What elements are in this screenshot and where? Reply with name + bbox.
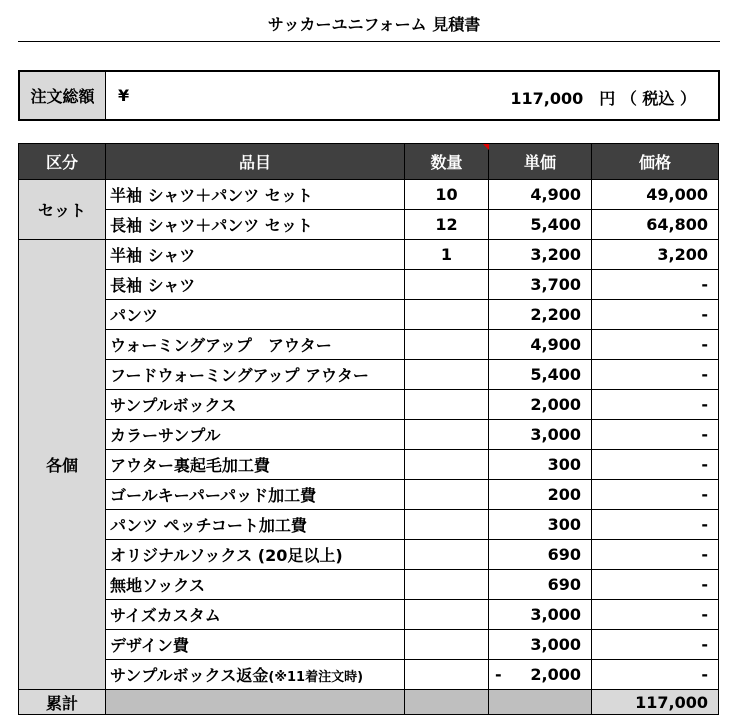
table-row: [19, 180, 719, 210]
unit-price-cell[interactable]: 690: [489, 570, 592, 600]
table-row: [19, 270, 719, 300]
price-cell[interactable]: -: [592, 390, 719, 420]
quantity-cell[interactable]: [405, 390, 489, 420]
unit-price-cell[interactable]: 200: [489, 480, 592, 510]
refund-unit-value: 2,000: [530, 665, 581, 684]
table-row: [19, 330, 719, 360]
unit-price-cell[interactable]: 300: [489, 510, 592, 540]
header-category: 区分: [19, 144, 106, 180]
order-total-amount: 117,000 円 （ 税込 ）: [510, 89, 696, 108]
price-cell[interactable]: -: [592, 600, 719, 630]
quantity-cell[interactable]: [405, 480, 489, 510]
category-cell-individual[interactable]: 各個: [19, 240, 106, 690]
table-row: [19, 240, 719, 270]
total-empty-cell[interactable]: [489, 690, 592, 715]
table-header-row: [19, 144, 719, 180]
item-cell[interactable]: [106, 660, 405, 690]
refund-item-note: (※11着注文時): [268, 670, 364, 685]
price-cell[interactable]: -: [592, 480, 719, 510]
price-cell[interactable]: -: [592, 420, 719, 450]
unit-price-cell[interactable]: 3,000: [489, 420, 592, 450]
item-cell[interactable]: ゴールキーパーパッド加工費: [106, 480, 405, 510]
order-total-label: 注文総額: [20, 72, 106, 119]
unit-price-cell[interactable]: 4,900: [489, 180, 592, 210]
price-cell[interactable]: -: [592, 450, 719, 480]
total-row: [19, 690, 719, 715]
price-cell[interactable]: -: [592, 510, 719, 540]
order-total-box: [18, 70, 720, 121]
table-row: [19, 600, 719, 630]
quantity-cell[interactable]: [405, 660, 489, 690]
item-cell[interactable]: サイズカスタム: [106, 600, 405, 630]
quantity-cell[interactable]: 12: [405, 210, 489, 240]
table-row: [19, 510, 719, 540]
unit-price-cell[interactable]: 2,000: [489, 390, 592, 420]
currency-symbol: ¥: [118, 86, 130, 105]
header-quantity: 数量: [405, 144, 489, 180]
item-cell[interactable]: パンツ ペッチコート加工費: [106, 510, 405, 540]
unit-price-cell[interactable]: 5,400: [489, 210, 592, 240]
item-cell[interactable]: アウター裏起毛加工費: [106, 450, 405, 480]
item-cell[interactable]: ウォーミングアップ アウター: [106, 330, 405, 360]
unit-price-cell[interactable]: 690: [489, 540, 592, 570]
item-cell[interactable]: デザイン費: [106, 630, 405, 660]
table-row: [19, 630, 719, 660]
quantity-cell[interactable]: [405, 630, 489, 660]
quantity-cell[interactable]: [405, 420, 489, 450]
unit-price-cell[interactable]: 3,000: [489, 600, 592, 630]
item-cell[interactable]: カラーサンプル: [106, 420, 405, 450]
item-cell[interactable]: サンプルボックス: [106, 390, 405, 420]
category-cell-set[interactable]: セット: [19, 180, 106, 240]
item-cell[interactable]: 長袖 シャツ＋パンツ セット: [106, 210, 405, 240]
table-row: [19, 570, 719, 600]
price-cell[interactable]: 3,200: [592, 240, 719, 270]
unit-price-cell[interactable]: 300: [489, 450, 592, 480]
table-row: [19, 360, 719, 390]
price-cell[interactable]: -: [592, 660, 719, 690]
price-cell[interactable]: -: [592, 570, 719, 600]
total-empty-cell[interactable]: [405, 690, 489, 715]
estimate-table: [18, 143, 719, 715]
header-item: 品目: [106, 144, 405, 180]
table-row: [19, 450, 719, 480]
quantity-cell[interactable]: 10: [405, 180, 489, 210]
table-row: [19, 210, 719, 240]
price-cell[interactable]: -: [592, 300, 719, 330]
quantity-cell[interactable]: [405, 570, 489, 600]
unit-price-cell[interactable]: 5,400: [489, 360, 592, 390]
price-cell[interactable]: -: [592, 630, 719, 660]
price-cell[interactable]: -: [592, 540, 719, 570]
price-cell[interactable]: -: [592, 270, 719, 300]
unit-price-cell[interactable]: 2,200: [489, 300, 592, 330]
item-cell[interactable]: オリジナルソックス (20足以上): [106, 540, 405, 570]
header-price: 価格: [592, 144, 719, 180]
table-row-refund: [19, 660, 719, 690]
quantity-cell[interactable]: [405, 600, 489, 630]
order-total-value-cell[interactable]: [106, 72, 718, 119]
quantity-cell[interactable]: [405, 300, 489, 330]
unit-price-cell[interactable]: [489, 660, 592, 690]
quantity-cell[interactable]: [405, 450, 489, 480]
item-cell[interactable]: 半袖 シャツ: [106, 240, 405, 270]
refund-item-label: サンプルボックス返金: [110, 666, 269, 685]
total-empty-cell[interactable]: [106, 690, 405, 715]
price-cell[interactable]: -: [592, 330, 719, 360]
price-cell[interactable]: 49,000: [592, 180, 719, 210]
quantity-cell[interactable]: [405, 540, 489, 570]
item-cell[interactable]: 無地ソックス: [106, 570, 405, 600]
unit-price-cell[interactable]: 3,200: [489, 240, 592, 270]
unit-price-cell[interactable]: 4,900: [489, 330, 592, 360]
item-cell[interactable]: 長袖 シャツ: [106, 270, 405, 300]
item-cell[interactable]: フードウォーミングアップ アウター: [106, 360, 405, 390]
quantity-cell[interactable]: [405, 270, 489, 300]
title-divider: [18, 41, 720, 42]
minus-sign: -: [495, 665, 502, 684]
quantity-cell[interactable]: [405, 510, 489, 540]
price-cell[interactable]: -: [592, 360, 719, 390]
header-unit-price: 単価: [489, 144, 592, 180]
comment-indicator-icon: [483, 144, 489, 150]
table-row: [19, 480, 719, 510]
unit-price-cell[interactable]: 3,700: [489, 270, 592, 300]
table-row: [19, 540, 719, 570]
unit-price-cell[interactable]: 3,000: [489, 630, 592, 660]
page-title: サッカーユニフォーム 見積書: [267, 15, 481, 34]
item-cell[interactable]: パンツ: [106, 300, 405, 330]
quantity-cell[interactable]: [405, 330, 489, 360]
table-row: [19, 390, 719, 420]
quantity-cell[interactable]: 1: [405, 240, 489, 270]
quantity-cell[interactable]: [405, 360, 489, 390]
total-label-cell[interactable]: 累計: [19, 690, 106, 715]
table-row: [19, 300, 719, 330]
item-cell[interactable]: 半袖 シャツ＋パンツ セット: [106, 180, 405, 210]
table-row: [19, 420, 719, 450]
price-cell[interactable]: 64,800: [592, 210, 719, 240]
total-price-cell[interactable]: 117,000: [592, 690, 719, 715]
